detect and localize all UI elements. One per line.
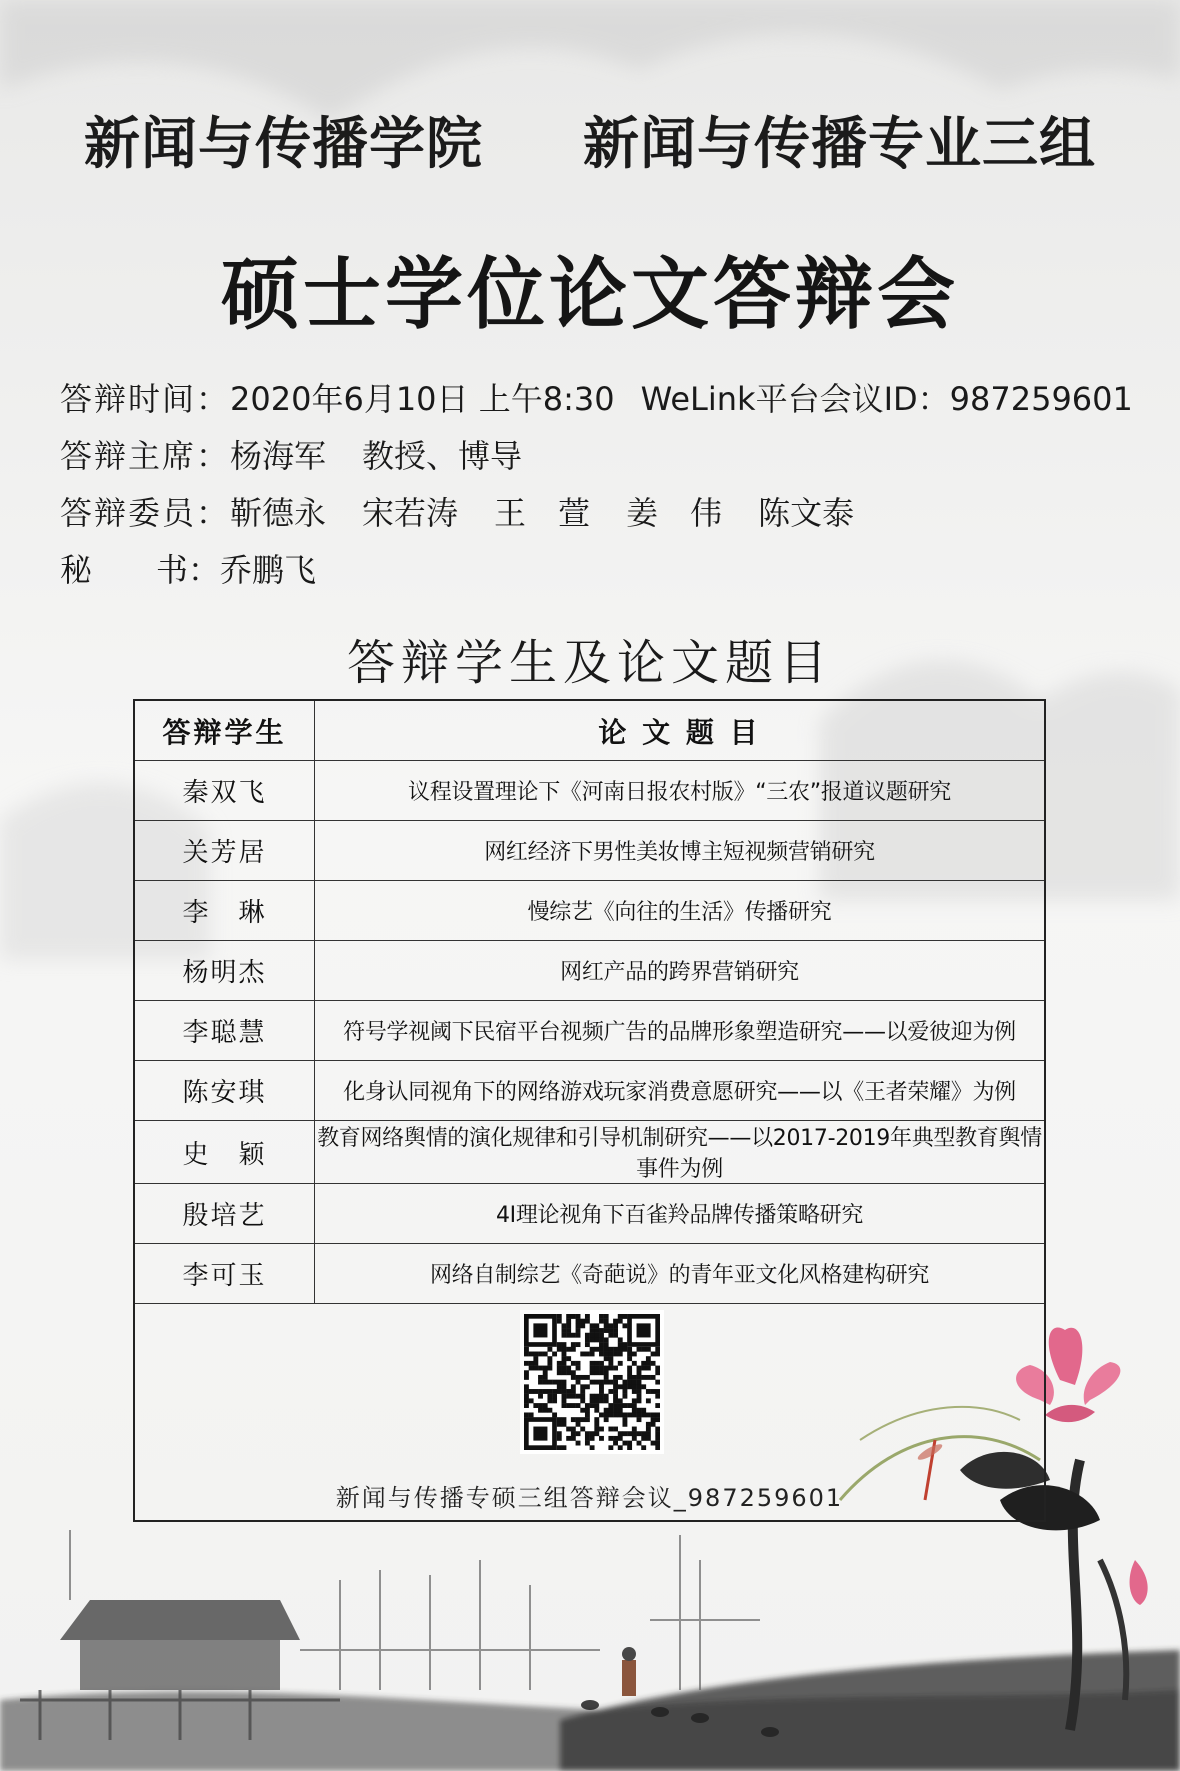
group-name: 新闻与传播专业三组 [583,112,1096,177]
table-row [135,1001,1044,1061]
time-label: 答辩时间： [60,379,231,418]
page-title: 硕士学位论文答辩会 [220,250,959,340]
secretary-label: 秘 书： [60,550,221,589]
thesis-title: 网红产品的跨界营销研究 [315,941,1045,1001]
committee-member: 靳德永 [230,493,327,532]
student-name: 杨明杰 [135,941,315,1001]
student-name: 秦双飞 [135,761,315,821]
student-name: 关芳居 [135,821,315,881]
student-name: 李聪慧 [135,1001,315,1061]
thesis-title: 议程设置理论下《河南日报农村版》“三农”报道议题研究 [315,761,1045,821]
meeting-id: WeLink平台会议ID：987259601 [640,379,1133,418]
qr-caption: 新闻与传播专硕三组答辩会议_987259601 [335,1484,844,1512]
chair-name: 杨海军 [230,436,327,475]
secretary-name: 乔鹏飞 [220,550,317,589]
section-title: 答辩学生及论文题目 [346,635,833,691]
committee-member: 陈文泰 [758,493,855,532]
student-name: 殷培艺 [135,1184,315,1244]
thesis-title: 慢综艺《向往的生活》传播研究 [315,881,1045,941]
thesis-title: 符号学视阈下民宿平台视频广告的品牌形象塑造研究——以爱彼迎为例 [315,1001,1045,1061]
table-row [135,1121,1044,1184]
column-header-title: 论 文 题 目 [315,701,1045,761]
table-row [135,941,1044,1001]
table-header-row [135,701,1044,761]
chair-title: 教授、博导 [362,436,523,475]
table-row [135,881,1044,941]
student-name: 李 琳 [135,881,315,941]
student-name: 陈安琪 [135,1061,315,1121]
thesis-title: 网红经济下男性美妆博主短视频营销研究 [315,821,1045,881]
table-row [135,1244,1044,1304]
table-row [135,821,1044,881]
committee-member: 姜 伟 [626,493,723,532]
chair-label: 答辩主席： [60,436,231,475]
table-row [135,1184,1044,1244]
header [0,100,1180,180]
table-row [135,1061,1044,1121]
thesis-title: 教育网络舆情的演化规律和引导机制研究——以2017-2019年典型教育舆情事件为例 [315,1121,1045,1184]
student-name: 史 颖 [135,1121,315,1184]
column-header-student: 答辩学生 [135,701,315,761]
info-row-committee [60,482,1133,539]
info-row-secretary [60,539,1133,596]
thesis-title: 网络自制综艺《奇葩说》的青年亚文化风格建构研究 [315,1244,1045,1304]
info-row-chair [60,425,1133,482]
committee-member: 王 萱 [494,493,591,532]
time-value: 2020年6月10日 上午8:30 [230,379,615,418]
thesis-title: 化身认同视角下的网络游戏玩家消费意愿研究——以《王者荣耀》为例 [315,1061,1045,1121]
committee-member: 宋若涛 [362,493,459,532]
thesis-title: 4I理论视角下百雀羚品牌传播策略研究 [315,1184,1045,1244]
qr-code-icon [524,1314,660,1450]
student-name: 李可玉 [135,1244,315,1304]
defense-info [60,368,1133,596]
meeting-qr-code[interactable] [520,1310,664,1454]
committee-label: 答辩委员： [60,493,231,532]
info-row-time [60,368,1133,425]
college-name: 新闻与传播学院 [84,112,483,177]
table-row [135,761,1044,821]
